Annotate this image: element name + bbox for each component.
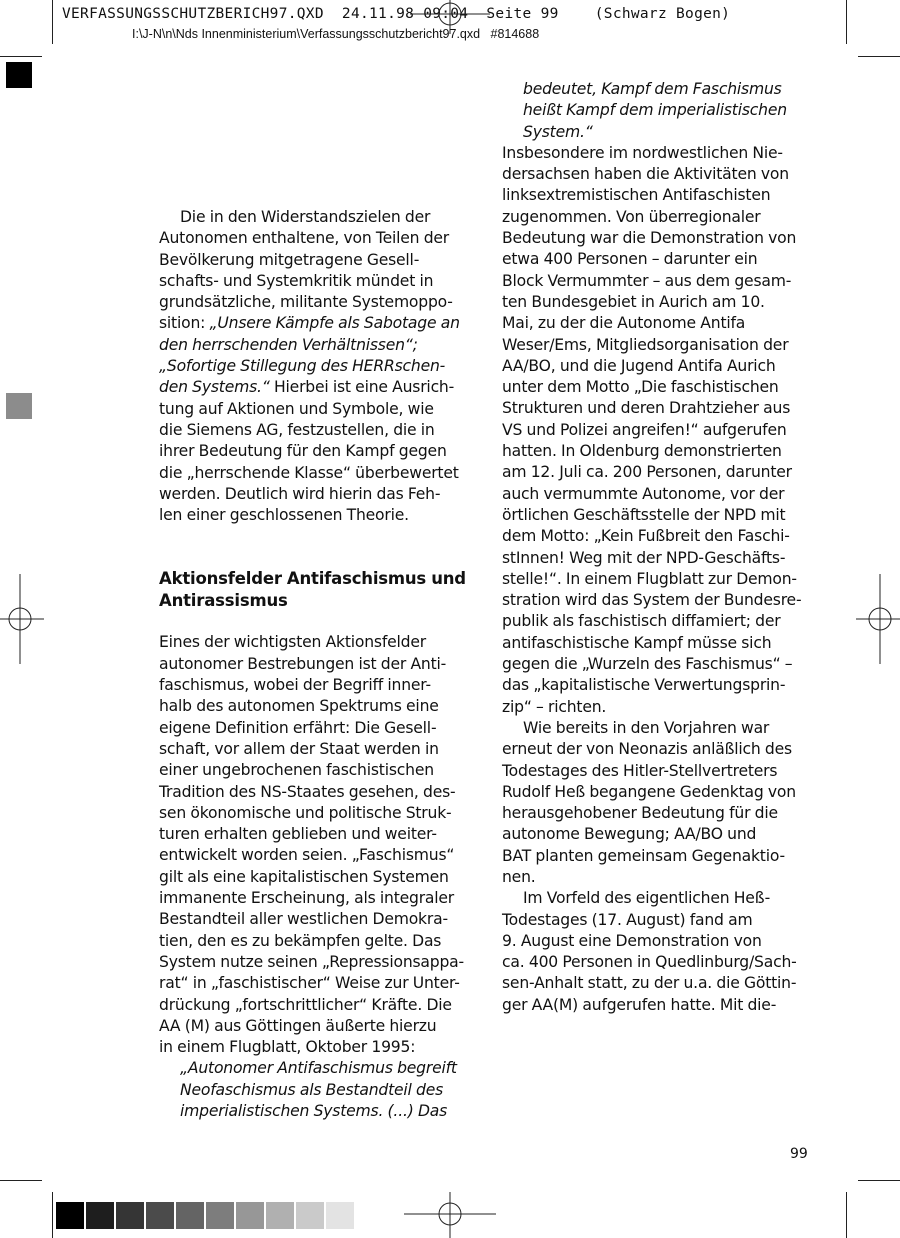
paragraph-text: Die in den Widerstandszielen der Autonomen enthaltene, von Teilen der Bevölkerung mitgetragene Gesell- schafts- und Systemkritik mündet in grundsätzliche, militante Systemoppo- sition: xyxy=(159,208,453,333)
paragraph-niedersachsen: Insbesondere im nordwestlichen Nie- dersachsen haben die Aktivitäten von linksextremistischen Antifaschisten zugenommen. Von überregionaler Bedeutung war die Demonstration von etwa 400 Personen – darunter ein Block Vermummter – aus dem gesam- ten Bundesgebiet in Aurich am 10. Mai, zu der die Autonome Antifa Weser/Ems, Mitgliedsorganisation der AA/BO, und die Jugend Antifa Aurich unter dem Motto „Die faschistischen Strukturen und deren Drahtzieher aus VS und Polizei angreifen!“ aufgerufen hatten. In Oldenburg demonstrierten am 12. Juli ca. 200 Personen, darunter auch vermummte Autonome, vor der örtlichen Geschäftsstelle der NPD mit dem Motto: „Kein Fußbreit den Faschi- stInnen! Weg mit der NPD-Geschäfts- stelle!“. In einem Flugblatt zur Demon- stration wird das System der Bundesre- publik als faschistisch diffamiert; der antifaschistische Kampf müsse sich gegen die „Wurzeln des Faschismus“ – das „kapitalistische Verwertungsprin- zip“ – richten. xyxy=(502,143,802,716)
inline-quote: „Unsere Kämpfe als Sabotage an den herrschenden Verhältnissen“; „Sofortige Stillegung des HERRschen- den Systems.“ xyxy=(159,314,460,397)
block-quote: „Autonomer Antifaschismus begreift Neofaschismus als Bestandteil des imperialistischen Systems. (...) Das xyxy=(180,1059,457,1120)
paragraph-quedlinburg: Im Vorfeld des eigentlichen Heß- Todestages (17. August) fand am 9. August eine Demonstration von ca. 400 Personen in Quedlinburg/Sach- sen-Anhalt statt, zu der u.a. die Göttin- ger AA(M) aufgerufen hatte. Mit die- xyxy=(502,889,797,1014)
gray-swatch xyxy=(296,1202,324,1229)
crop-mark-top-left-horizontal xyxy=(0,56,42,57)
gray-swatch xyxy=(116,1202,144,1229)
registration-mark-right xyxy=(856,574,900,664)
right-column xyxy=(502,79,812,1016)
left-column xyxy=(159,207,469,1122)
gray-swatch xyxy=(176,1202,204,1229)
crop-mark-bottom-right-horizontal xyxy=(858,1180,900,1181)
gray-swatch xyxy=(206,1202,234,1229)
paragraph-hess-gedenktag: Wie bereits in den Vorjahren war erneut der von Neonazis anläßlich des Todestages des Hitler-Stellvertreters Rudolf Heß begangene Gedenktag von herausgehobener Bedeutung für die autonome Bewegung; AA/BO und BAT planten gemeinsam Gegenaktio- nen. xyxy=(502,718,796,886)
section-heading: Aktionsfelder Antifaschismus und Antirassismus xyxy=(159,569,466,610)
page-number: 99 xyxy=(790,1146,808,1162)
crop-mark-top-left-vertical xyxy=(52,0,53,44)
crop-mark-bottom-right-vertical xyxy=(846,1192,847,1238)
registration-mark-bottom xyxy=(404,1192,496,1238)
paragraph-antifaschismus: Eines der wichtigsten Aktionsfelder autonomer Bestrebungen ist der Anti- faschismus, wobei der Begriff inner- halb des autonomen Spektrums eine eigene Definition erfährt: Die Gesell- schaft, vor allem der Staat werden in einer ungebrochenen faschistischen Tradition des NS-Staates gesehen, des- sen ökonomische und politische Struk- turen erhalten geblieben und weiter- entwickelt worden seien. „Faschismus“ gilt als eine kapitalistischen Systemen immanente Erscheinung, als integraler Bestandteil aller westlichen Demokra- tien, den es zu bekämpfen gelte. Das System nutze seinen „Repressionsappa- rat“ in „faschistischer“ Weise zur Unter- drückung „fortschrittlicher“ Kräfte. Die AA (M) aus Göttingen äußerte hierzu in einem Flugblatt, Oktober 1995: xyxy=(159,633,464,1057)
crop-mark-top-right-horizontal xyxy=(858,56,900,57)
gray-swatch xyxy=(86,1202,114,1229)
gray-swatch xyxy=(266,1202,294,1229)
slug-line: VERFASSUNGSSCHUTZBERICH97.QXD 24.11.98 09:04 Seite 99 (Schwarz Bogen) xyxy=(62,6,731,22)
black-section-marker xyxy=(6,62,32,88)
paragraph-text: Hierbei ist eine Ausrich- tung auf Aktionen und Symbole, wie die Siemens AG, festzustellen, die in ihrer Bedeutung für den Kampf gegen die „herrschende Klasse“ überbewertet werden. Deutlich wird hierin das Feh- len einer geschlossenen Theorie. xyxy=(159,378,459,525)
gray-swatch xyxy=(236,1202,264,1229)
paragraph-systemkritik xyxy=(159,207,469,526)
registration-mark-left xyxy=(0,574,44,664)
gray-swatch xyxy=(56,1202,84,1229)
file-path-line: I:\J-N\n\Nds Innenministerium\Verfassungsschutzbericht97.qxd #814688 xyxy=(132,27,540,41)
registration-mark-top xyxy=(410,0,490,34)
crop-mark-bottom-left-vertical xyxy=(52,1192,53,1238)
block-quote-continued: bedeutet, Kampf dem Faschismus heißt Kampf dem imperialistischen System.“ xyxy=(523,80,787,141)
gray-swatch xyxy=(326,1202,354,1229)
gray-swatch xyxy=(146,1202,174,1229)
gray-section-marker xyxy=(6,393,32,419)
crop-mark-top-right-vertical xyxy=(846,0,847,44)
crop-mark-bottom-left-horizontal xyxy=(0,1180,42,1181)
